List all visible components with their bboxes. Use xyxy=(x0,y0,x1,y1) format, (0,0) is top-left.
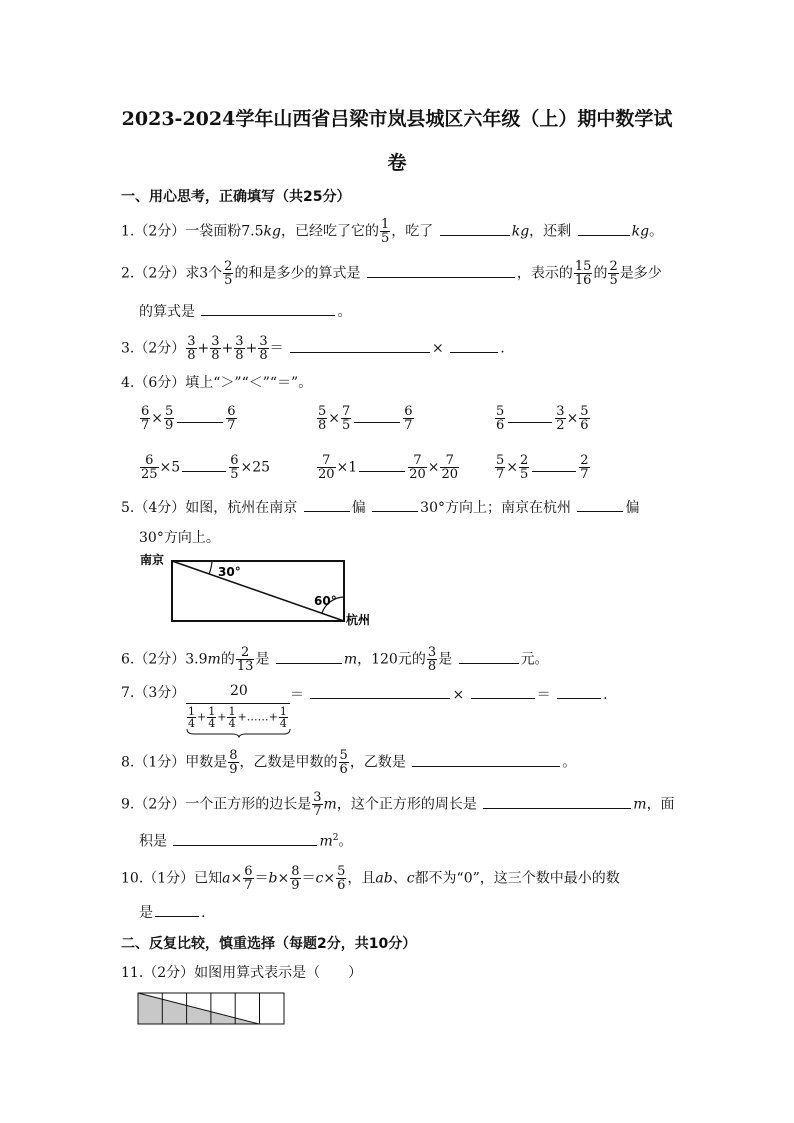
denominator: 7 xyxy=(141,418,150,433)
numerator: 6 xyxy=(227,404,236,419)
answer-blank[interactable] xyxy=(440,222,510,236)
q8-text: 。 xyxy=(562,754,577,771)
section-heading-2: 二、反复比较，慎重选择（每题2分，共10分） xyxy=(121,936,417,952)
denominator: 8 xyxy=(235,348,244,363)
q10-text: 、 xyxy=(392,870,407,887)
plus-sign: + xyxy=(221,340,234,357)
answer-blank[interactable] xyxy=(372,498,418,512)
question-5 xyxy=(121,498,639,516)
answer-blank[interactable] xyxy=(276,650,342,664)
numerator: 3 xyxy=(235,334,244,349)
q9-text: ，面 xyxy=(646,796,675,813)
times-sign: × xyxy=(323,870,336,887)
direction-diagram xyxy=(138,552,378,634)
q9-text: 积是 xyxy=(139,833,167,850)
fraction xyxy=(579,405,589,432)
operator: ×5 xyxy=(159,459,181,476)
question-10 xyxy=(121,865,620,892)
question-9-line2 xyxy=(139,830,352,850)
question-10-line2 xyxy=(139,903,205,921)
fraction xyxy=(495,405,505,432)
numerator: 5 xyxy=(496,404,505,419)
numerator: 2 xyxy=(609,259,618,274)
q10-text: ，且 xyxy=(347,870,376,887)
answer-blank[interactable] xyxy=(290,339,430,353)
question-2 xyxy=(121,260,662,287)
answer-blank[interactable] xyxy=(177,409,223,423)
q3-fraction xyxy=(186,335,196,362)
q6-text: 元。 xyxy=(520,651,549,668)
q10-fraction xyxy=(290,865,300,892)
numerator: 5 xyxy=(580,404,589,419)
numerator: 6 xyxy=(145,453,154,468)
answer-blank[interactable] xyxy=(532,458,576,472)
angle-arc-30 xyxy=(209,561,212,574)
denominator: 13 xyxy=(236,659,254,674)
denominator: 9 xyxy=(229,762,238,777)
q9-text: ，这个正方形的周长是 xyxy=(336,796,477,813)
numerator: 7 xyxy=(322,453,331,468)
unit: m xyxy=(323,796,337,813)
q2-text: 是多少 xyxy=(619,265,662,282)
q3-prefix: 3.（2分） xyxy=(121,340,186,357)
comparison-item xyxy=(494,405,591,432)
denominator: 20 xyxy=(318,467,335,482)
q9-text: 。 xyxy=(338,833,353,850)
numerator: 2 xyxy=(240,645,250,660)
q11-shaded-grid xyxy=(137,992,287,1026)
answer-blank[interactable] xyxy=(173,832,317,846)
answer-blank[interactable] xyxy=(412,753,560,767)
q2-fraction xyxy=(608,260,618,287)
answer-blank[interactable] xyxy=(577,498,623,512)
var-b: b xyxy=(268,870,278,887)
q7-denominator-sum xyxy=(186,706,289,729)
denominator: 7 xyxy=(244,878,253,893)
q7-answer xyxy=(290,685,608,703)
q10-text: 是 xyxy=(139,905,153,921)
fraction xyxy=(579,454,589,481)
question-4: 4.（6分）填上“＞”“＜”“＝”。 xyxy=(121,375,313,391)
denominator: 6 xyxy=(339,762,348,777)
numerator: 5 xyxy=(337,864,346,879)
q3-fraction xyxy=(258,335,268,362)
q7-numerator: 20 xyxy=(230,683,248,699)
times-sign: × xyxy=(432,340,444,357)
q6-prefix: 6.（2分）3.9 xyxy=(121,651,208,668)
q1-text: 。 xyxy=(649,223,664,240)
numerator: 15 xyxy=(574,259,592,274)
numerator: 2 xyxy=(224,259,233,274)
equals-sign: ＝ xyxy=(536,687,551,703)
numerator: 3 xyxy=(211,334,220,349)
denominator: 7 xyxy=(580,467,589,482)
q1-unit: kg xyxy=(263,223,281,240)
q9-prefix: 9.（2分）一个正方形的边长是 xyxy=(121,796,312,813)
numerator: 1 xyxy=(228,705,236,718)
denominator: 7 xyxy=(227,418,236,433)
paper-title-line1: 2023-2024学年山西省吕梁市岚县城区六年级（上）期中数学试 xyxy=(121,108,673,130)
q3-fraction xyxy=(210,335,220,362)
fraction xyxy=(440,454,459,481)
question-9 xyxy=(121,791,675,818)
q10-text: . xyxy=(201,905,206,921)
times-sign: × xyxy=(277,870,290,887)
comparison-item xyxy=(316,405,415,432)
superscript: 2 xyxy=(332,833,339,843)
denominator: 6 xyxy=(337,878,346,893)
equals-sign: ＝ xyxy=(269,340,284,357)
q5-text: 5.（4分）如图，杭州在南京 xyxy=(121,500,298,516)
numerator: 1 xyxy=(380,217,390,232)
fraction xyxy=(229,454,239,481)
q2-prefix: 2.（2分）求3个 xyxy=(121,265,223,282)
fraction xyxy=(317,454,336,481)
section-heading-1: 一、用心思考，正确填写（共25分） xyxy=(121,189,351,205)
quarter-fraction xyxy=(279,706,288,729)
answer-blank[interactable] xyxy=(508,409,552,423)
unit: m xyxy=(207,651,221,668)
q1-text: ，还剩 xyxy=(529,223,572,240)
numerator: 7 xyxy=(342,404,351,419)
q8-fraction xyxy=(339,749,349,776)
numerator: 2 xyxy=(520,453,529,468)
question-2-line2 xyxy=(139,302,351,320)
numerator: 6 xyxy=(230,453,239,468)
q5-text: 偏 xyxy=(625,500,640,516)
plus-sign: + xyxy=(245,340,258,357)
unit: m xyxy=(633,796,647,813)
question-8 xyxy=(121,749,576,776)
answer-blank[interactable] xyxy=(578,222,630,236)
q5-text: 30°方向上；南京在杭州 xyxy=(420,500,571,516)
q6-fraction xyxy=(427,646,437,673)
paper-title-line2: 卷 xyxy=(387,152,407,174)
var-ab: ab xyxy=(375,870,393,887)
denominator: 6 xyxy=(496,418,505,433)
numerator: 3 xyxy=(427,645,437,660)
q2-text: ，表示的 xyxy=(516,265,573,282)
q2-text: 的 xyxy=(593,265,608,282)
underbrace-icon xyxy=(186,728,292,738)
q2-text: 的算式是 xyxy=(139,304,195,320)
city-label-nanjing: 南京 xyxy=(140,553,165,567)
q3-fraction xyxy=(234,335,244,362)
var-c: c xyxy=(315,870,324,887)
numerator: 5 xyxy=(339,748,348,763)
q9-fraction xyxy=(312,791,322,818)
q6-text: 是 xyxy=(255,651,270,668)
q8-text: ，乙数是 xyxy=(349,754,406,771)
var-a: a xyxy=(222,870,231,887)
answer-blank[interactable] xyxy=(471,685,535,699)
fraction xyxy=(226,405,236,432)
numerator: 3 xyxy=(313,790,322,805)
angle-label-60: 60° xyxy=(314,594,337,608)
fraction xyxy=(403,405,413,432)
q8-prefix: 8.（1分）甲数是 xyxy=(121,754,228,771)
denominator: 9 xyxy=(165,418,174,433)
angle-label-30: 30° xyxy=(218,565,241,579)
denominator: 4 xyxy=(208,717,216,730)
q10-fraction xyxy=(243,865,253,892)
times-sign: × xyxy=(230,870,243,887)
operator: × xyxy=(151,410,164,427)
unit: m xyxy=(343,651,358,668)
q2-fraction xyxy=(574,260,593,287)
comparison-item xyxy=(494,454,591,481)
denominator: 8 xyxy=(318,418,327,433)
q6-text: 的 xyxy=(220,651,235,668)
plus-sign: + xyxy=(217,710,227,724)
q1-text: ，已经吃了它的 xyxy=(280,223,379,240)
city-label-hangzhou: 杭州 xyxy=(346,613,371,627)
numerator: 6 xyxy=(141,404,150,419)
q1-prefix: 1.（2分）一袋面粉7.5 xyxy=(121,223,264,240)
plus-sign: + xyxy=(237,710,247,724)
answer-blank[interactable] xyxy=(367,264,515,278)
denominator: 8 xyxy=(187,348,196,363)
numerator: 3 xyxy=(259,334,268,349)
comparison-item xyxy=(139,405,238,432)
answer-blank[interactable] xyxy=(304,498,350,512)
operator: × xyxy=(506,459,519,476)
numerator: 2 xyxy=(580,453,589,468)
equals-sign: ＝ xyxy=(254,870,269,887)
fraction xyxy=(164,405,174,432)
denominator: 5 xyxy=(224,273,233,288)
q5-text: 偏 xyxy=(351,500,366,516)
operator: × xyxy=(328,410,341,427)
numerator: 7 xyxy=(413,453,422,468)
question-6 xyxy=(121,646,549,673)
comparison-item xyxy=(139,454,270,481)
q7-text: . xyxy=(603,687,608,703)
denominator: 25 xyxy=(141,467,158,482)
q2-text: 的和是多少的算式是 xyxy=(234,265,361,282)
answer-blank[interactable] xyxy=(459,650,519,664)
answer-blank[interactable] xyxy=(359,458,405,472)
denominator: 7 xyxy=(496,467,505,482)
fraction xyxy=(317,405,327,432)
denominator: 8 xyxy=(427,659,437,674)
operator: ×25 xyxy=(240,459,271,476)
answer-blank[interactable] xyxy=(450,339,498,353)
fraction xyxy=(140,454,159,481)
q6-fraction xyxy=(236,646,255,673)
q2-text: 。 xyxy=(337,304,352,320)
numerator: 8 xyxy=(229,748,238,763)
q6-text: 是 xyxy=(438,651,453,668)
denominator: 5 xyxy=(609,273,618,288)
denominator: 4 xyxy=(228,717,236,730)
numerator: 1 xyxy=(279,705,287,718)
denominator: 5 xyxy=(342,418,351,433)
denominator: 5 xyxy=(230,467,239,482)
var-c: c xyxy=(406,870,415,887)
answer-blank[interactable] xyxy=(182,458,226,472)
q1-unit: kg xyxy=(631,223,650,240)
quarter-fraction xyxy=(207,706,216,729)
fraction xyxy=(140,405,150,432)
fraction xyxy=(408,454,427,481)
denominator: 20 xyxy=(409,467,426,482)
question-5-line2: 30°方向上。 xyxy=(139,530,220,546)
fraction xyxy=(495,454,505,481)
comparison-item xyxy=(316,454,460,481)
plus-sign: + xyxy=(197,340,210,357)
fraction xyxy=(519,454,529,481)
denominator: 4 xyxy=(188,717,195,730)
quarter-fraction xyxy=(227,706,236,729)
q8-text: ，乙数是甲数的 xyxy=(239,754,338,771)
operator: × xyxy=(566,410,579,427)
q3-text: . xyxy=(500,340,505,357)
numerator: 3 xyxy=(556,404,565,419)
question-7-prefix: 7.（3分） xyxy=(121,685,186,701)
denominator: 8 xyxy=(259,348,268,363)
quarter-fraction xyxy=(187,706,196,729)
q1-fraction xyxy=(380,218,390,245)
denominator: 7 xyxy=(313,804,322,819)
numerator: 1 xyxy=(208,705,216,718)
numerator: 5 xyxy=(318,404,327,419)
denominator: 6 xyxy=(580,418,589,433)
plus-sign: + xyxy=(197,710,207,724)
numerator: 1 xyxy=(188,705,195,718)
answer-blank[interactable] xyxy=(155,903,199,917)
plus-sign: + xyxy=(268,710,278,724)
numerator: 5 xyxy=(165,404,174,419)
q7-fraction-bar xyxy=(186,703,290,704)
ellipsis: …… xyxy=(246,710,269,724)
question-1 xyxy=(121,218,663,245)
numerator: 7 xyxy=(445,453,454,468)
fraction xyxy=(341,405,351,432)
denominator: 9 xyxy=(291,878,300,893)
diagram-diagonal xyxy=(172,561,344,621)
q10-text: 都不为“0”，这三个数中最小的数 xyxy=(414,870,620,887)
denominator: 7 xyxy=(404,418,413,433)
numerator: 5 xyxy=(496,453,505,468)
q2-fraction xyxy=(223,260,233,287)
operator: × xyxy=(427,459,440,476)
q1-unit: kg xyxy=(511,223,530,240)
times-sign: × xyxy=(452,687,465,703)
numerator: 8 xyxy=(291,864,300,879)
fraction xyxy=(555,405,565,432)
operator: ×1 xyxy=(336,459,358,476)
answer-blank[interactable] xyxy=(310,685,450,699)
answer-blank[interactable] xyxy=(483,795,631,809)
question-3 xyxy=(121,335,505,362)
answer-blank[interactable] xyxy=(557,685,601,699)
unit: m xyxy=(319,833,333,850)
denominator: 16 xyxy=(574,273,592,288)
denominator: 5 xyxy=(380,231,390,246)
denominator: 8 xyxy=(211,348,220,363)
q6-text: ，120元的 xyxy=(357,651,426,668)
denominator: 20 xyxy=(441,467,459,482)
q10-fraction xyxy=(336,865,346,892)
denominator: 5 xyxy=(520,467,529,482)
denominator: 2 xyxy=(556,418,565,433)
numerator: 6 xyxy=(404,404,413,419)
numerator: 6 xyxy=(244,864,253,879)
equals-sign: ＝ xyxy=(301,870,316,887)
question-11: 11.（2分）如图用算式表示是（ ） xyxy=(121,965,363,981)
equals-sign: ＝ xyxy=(290,687,304,703)
answer-blank[interactable] xyxy=(354,409,400,423)
q10-prefix: 10.（1分）已知 xyxy=(121,870,223,887)
q1-text: ，吃了 xyxy=(391,223,434,240)
q8-fraction xyxy=(228,749,238,776)
numerator: 3 xyxy=(187,334,196,349)
answer-blank[interactable] xyxy=(201,302,335,316)
denominator: 4 xyxy=(279,717,287,730)
